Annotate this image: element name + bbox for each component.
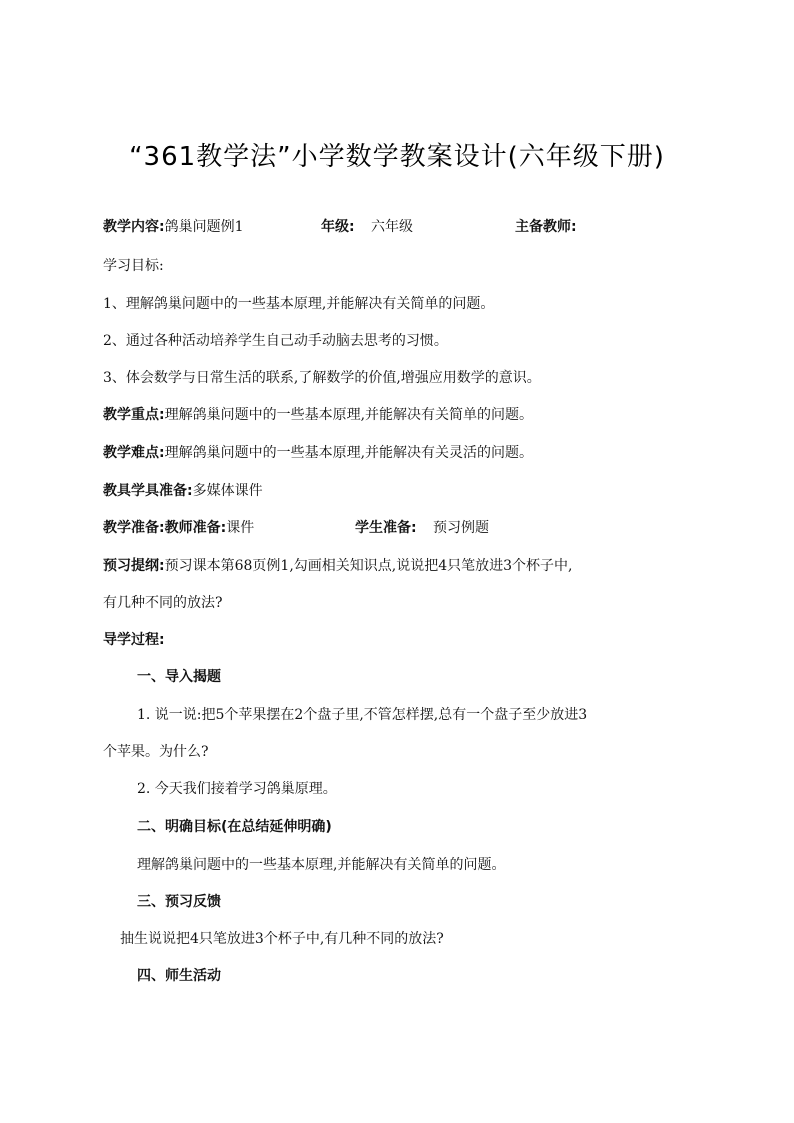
section-1-item-1b: 个苹果。为什么?: [103, 744, 209, 760]
prep-row: [103, 518, 489, 538]
tools: [103, 481, 263, 501]
section-4-heading: 四、师生活动: [137, 968, 221, 984]
meta-row: [103, 217, 577, 237]
goal-item-2: 2、通过各种活动培养学生自己动手动脑去思考的习惯。: [103, 333, 448, 349]
difficulty-label: 教学难点:: [103, 445, 165, 461]
section-1-heading: 一、导入揭题: [137, 669, 221, 685]
goals-heading: 学习目标:: [103, 258, 164, 274]
preview-label: 预习提纲:: [103, 558, 165, 574]
difficulty-value: 理解鸽巢问题中的一些基本原理,并能解决有关灵活的问题。: [164, 445, 534, 461]
page-title: “361教学法”小学数学教案设计(六年级下册): [129, 142, 665, 172]
grade-value: 六年级: [371, 219, 413, 235]
key-point-value: 理解鸽巢问题中的一些基本原理,并能解决有关简单的问题。: [164, 407, 534, 423]
tools-label: 教具学具准备:: [103, 483, 193, 499]
preview-line-1: [103, 556, 573, 576]
prep-student-value: 预习例题: [433, 520, 489, 536]
preview-text-1: 预习课本第68页例1,勾画相关知识点,说说把4只笔放进3个杯子中,: [164, 558, 573, 574]
difficulty: [103, 443, 533, 463]
section-1-item-2: 2. 今天我们接着学习鸽巢原理。: [137, 781, 337, 797]
section-2-text: 理解鸽巢问题中的一些基本原理,并能解决有关简单的问题。: [137, 857, 506, 873]
prep-student-label: 学生准备:: [355, 520, 417, 536]
key-point-label: 教学重点:: [103, 407, 165, 423]
grade-label: 年级:: [321, 219, 355, 235]
goal-item-1: 1、理解鸽巢问题中的一些基本原理,并能解决有关简单的问题。: [103, 296, 495, 312]
content-label: 教学内容:: [103, 219, 165, 235]
process-heading: 导学过程:: [103, 632, 165, 648]
goal-item-3: 3、体会数学与日常生活的联系,了解数学的价值,增强应用数学的意识。: [103, 370, 541, 386]
prep-label: 教学准备:: [103, 520, 165, 536]
prep-teacher-label: 教师准备:: [164, 520, 227, 536]
preview-line-2: 有几种不同的放法?: [103, 595, 223, 611]
tools-value: 多媒体课件: [192, 483, 263, 499]
content-value: 鸽巢问题例1: [164, 219, 244, 235]
section-2-heading: 二、明确目标(在总结延伸明确): [137, 819, 332, 835]
key-point: [103, 405, 533, 425]
prep-teacher-value: 课件: [226, 520, 255, 536]
section-1-item-1a: 1. 说一说:把5个苹果摆在2个盘子里,不管怎样摆,总有一个盘子至少放进3: [137, 707, 588, 723]
section-3-text: 抽生说说把4只笔放进3个杯子中,有几种不同的放法?: [120, 931, 444, 947]
section-3-heading: 三、预习反馈: [137, 894, 221, 910]
teacher-label: 主备教师:: [515, 219, 577, 235]
